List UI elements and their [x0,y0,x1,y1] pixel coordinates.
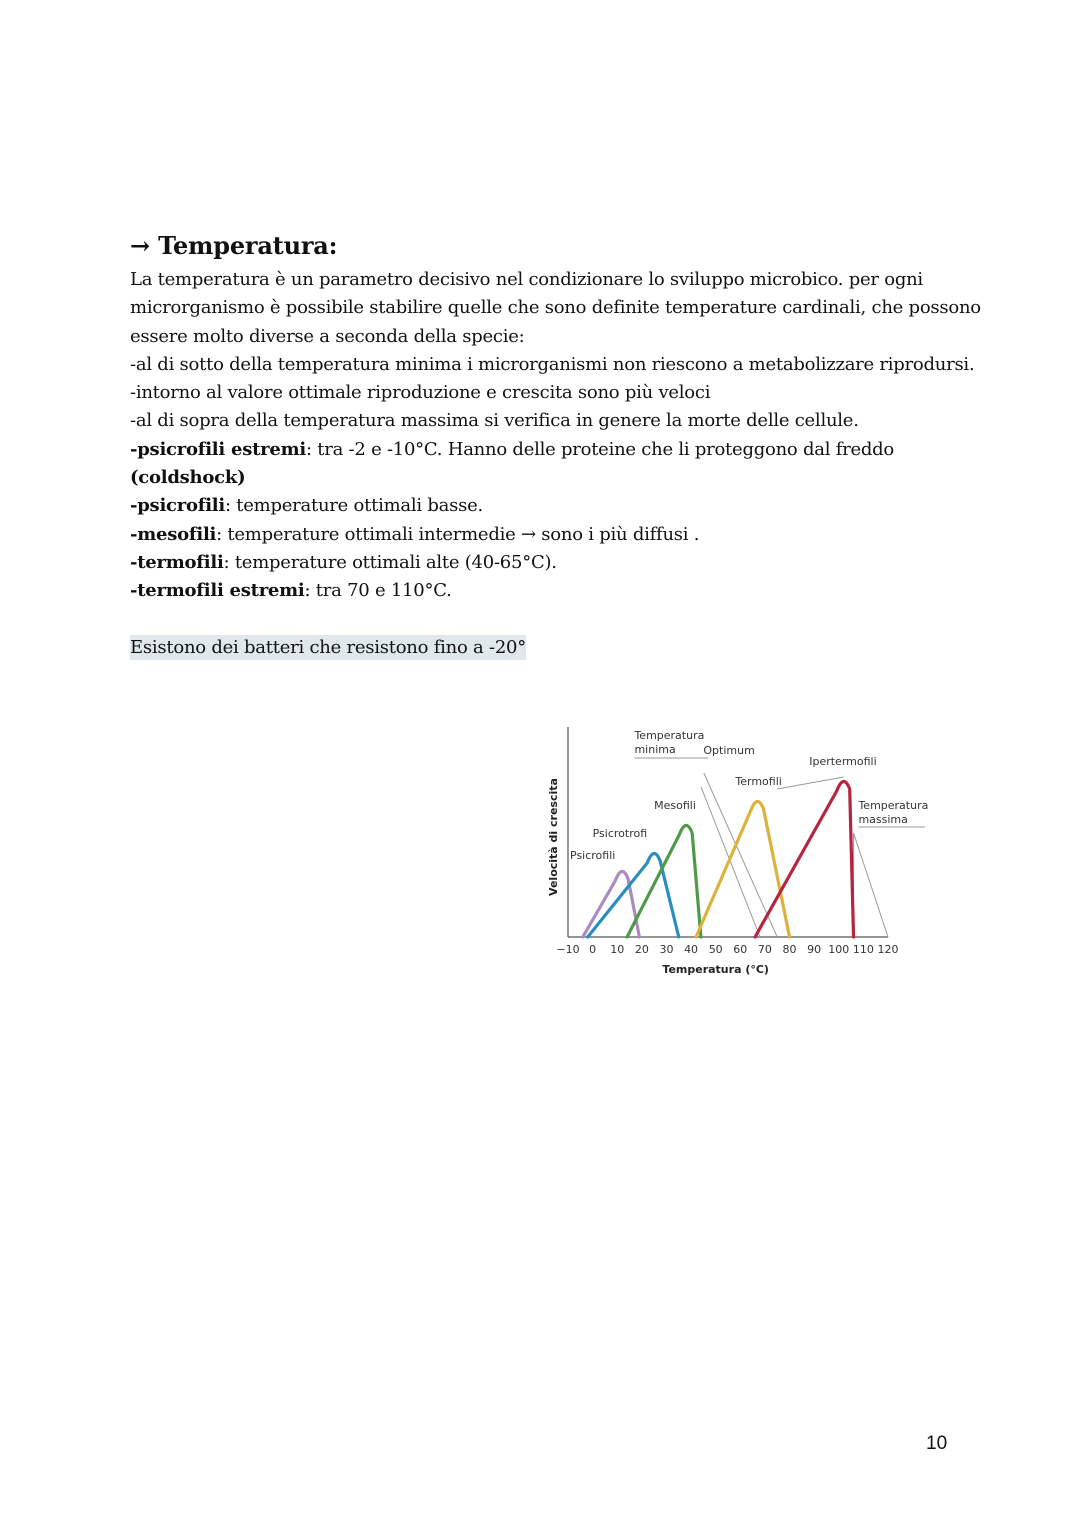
x-tick-label: 80 [782,943,797,956]
x-tick-label: 20 [634,943,649,956]
curve-termofili [696,801,790,937]
curve-ipertermofili [755,781,853,937]
y-axis-label: Velocità di crescita [547,778,560,896]
section-heading: → Temperatura: [130,231,338,260]
x-tick-label: 90 [807,943,822,956]
page-number: 10 [926,1433,948,1454]
annotation-label: Temperatura [858,799,929,812]
x-tick-label: 50 [708,943,723,956]
point-optimum: -intorno al valore ottimale riproduzione e crescita sono più veloci [130,382,711,404]
category-term: -termofili estremi [130,580,305,602]
document-body [130,230,981,662]
annotation-leader [854,833,888,937]
category-term: -mesofili [130,523,217,545]
series-label: Psicrofili [570,849,616,862]
chart-svg [540,715,940,985]
category-description: : tra -2 e -10°C. Hanno delle proteine che li proteggono dal freddo [305,438,895,460]
x-tick-label: 60 [733,943,748,956]
paragraph-line: microrganismo è possibile stabilire quelle che sono definite temperature cardinali, che possono [130,297,981,319]
temperature-growth-chart [540,715,940,985]
x-tick-label: 0 [589,943,597,956]
point-above-maximum: -al di sopra della temperatura massima si verifica in genere la morte delle cellule. [130,410,859,432]
optimum-leader [777,777,843,789]
category-term: -termofili [130,551,224,573]
category-description: : temperature ottimali basse. [224,495,483,517]
category-mesophiles [130,521,950,549]
annotation-label: minima [634,743,676,756]
coldshock-term: coldshock [138,467,238,489]
highlighted-note: Esistono dei batteri che resistono fino a -20° [130,636,526,658]
category-psychrophiles [130,492,950,520]
x-tick-label: 100 [828,943,850,956]
paragraph-line: La temperatura è un parametro decisivo nel condizionare lo sviluppo microbico. per ogni [130,269,923,290]
x-tick-label: 10 [610,943,625,956]
x-tick-label: 30 [659,943,674,956]
highlight-note-block [130,634,950,662]
intro-paragraph [130,266,981,351]
x-tick-label: −10 [556,943,580,956]
annotation-label: massima [858,813,908,826]
series-label: Psicrotrofi [592,827,648,840]
series-label: Termofili [735,775,782,788]
x-tick-label: 40 [684,943,699,956]
x-tick-label: 70 [757,943,772,956]
annotation-label: Optimum [703,744,755,757]
chart-labels [570,729,928,862]
point-below-minimum: -al di sotto della temperatura minima i microrganismi non riescono a metabolizzare riprodursi. [130,353,975,375]
x-tick-label: 110 [852,943,874,956]
paragraph-line: essere molto diverse a seconda della specie: [130,325,525,347]
category-term: -psicrofili [130,495,225,517]
series-label: Mesofili [654,799,696,812]
x-axis-label: Temperatura (°C) [662,963,769,976]
category-extreme-psychrophiles [130,436,950,464]
category-extreme-thermophiles [130,577,950,605]
x-tick-label: 120 [877,943,899,956]
category-description: : temperature ottimali intermedie → sono i più diffusi . [216,523,700,545]
annotation-label: Temperatura [634,729,705,742]
category-description: : temperature ottimali alte (40-65°C). [223,551,557,573]
category-term: -psicrofili estremi [130,438,306,460]
annotation-leader [704,773,777,937]
series-label: Ipertermofili [809,755,877,768]
category-description: : tra 70 e 110°C. [304,580,452,602]
coldshock-line: (coldshock) [130,467,246,489]
category-thermophiles [130,549,950,577]
